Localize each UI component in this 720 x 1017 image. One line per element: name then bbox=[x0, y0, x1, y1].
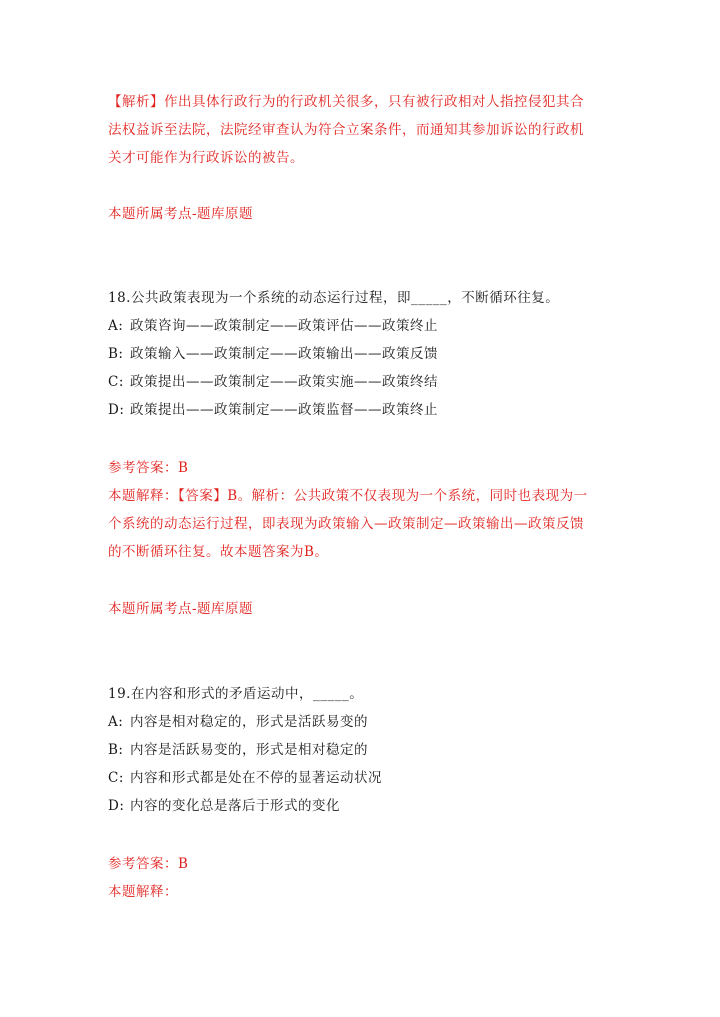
question-18 bbox=[108, 284, 618, 424]
prev-explanation-line: 法权益诉至法院，法院经审查认为符合立案条件，而通知其参加诉讼的行政机 bbox=[108, 122, 584, 138]
q18-answer-section bbox=[108, 454, 618, 566]
option-a: A: 内容是相对稳定的，形式是活跃易变的 bbox=[108, 714, 368, 730]
explanation-line: 的不断循环往复。故本题答案为B。 bbox=[108, 544, 329, 560]
reference-answer: 参考答案：B bbox=[108, 856, 189, 872]
q18-source-label: 本题所属考点-题库原题 bbox=[108, 601, 254, 617]
prev-explanation bbox=[108, 88, 618, 172]
prev-source-label: 本题所属考点-题库原题 bbox=[108, 206, 254, 222]
reference-answer: 参考答案：B bbox=[108, 460, 189, 476]
question-stem: 19.在内容和形式的矛盾运动中，_____。 bbox=[108, 686, 364, 702]
explanation-line: 个系统的动态运行过程，即表现为政策输入—政策制定—政策输出—政策反馈 bbox=[108, 516, 584, 532]
option-c: C: 内容和形式都是处在不停的显著运动状况 bbox=[108, 770, 382, 786]
q19-answer-section bbox=[108, 850, 618, 906]
explanation-line: 本题解释：【答案】B。解析：公共政策不仅表现为一个系统，同时也表现为一 bbox=[108, 488, 588, 504]
option-d: D: 内容的变化总是落后于形式的变化 bbox=[108, 798, 340, 814]
option-b: B: 政策输入——政策制定——政策输出——政策反馈 bbox=[108, 346, 438, 362]
question-stem: 18.公共政策表现为一个系统的动态运行过程，即_____，不断循环往复。 bbox=[108, 290, 560, 306]
option-a: A: 政策咨询——政策制定——政策评估——政策终止 bbox=[108, 318, 438, 334]
option-c: C: 政策提出——政策制定——政策实施——政策终结 bbox=[108, 374, 438, 390]
question-19 bbox=[108, 680, 618, 820]
prev-explanation-line: 【解析】作出具体行政行为的行政机关很多，只有被行政相对人指控侵犯其合 bbox=[108, 94, 584, 110]
prev-explanation-line: 关才可能作为行政诉讼的被告。 bbox=[108, 150, 304, 166]
explanation-label: 本题解释： bbox=[108, 884, 178, 900]
option-d: D: 政策提出——政策制定——政策监督——政策终止 bbox=[108, 402, 438, 418]
option-b: B: 内容是活跃易变的，形式是相对稳定的 bbox=[108, 742, 368, 758]
